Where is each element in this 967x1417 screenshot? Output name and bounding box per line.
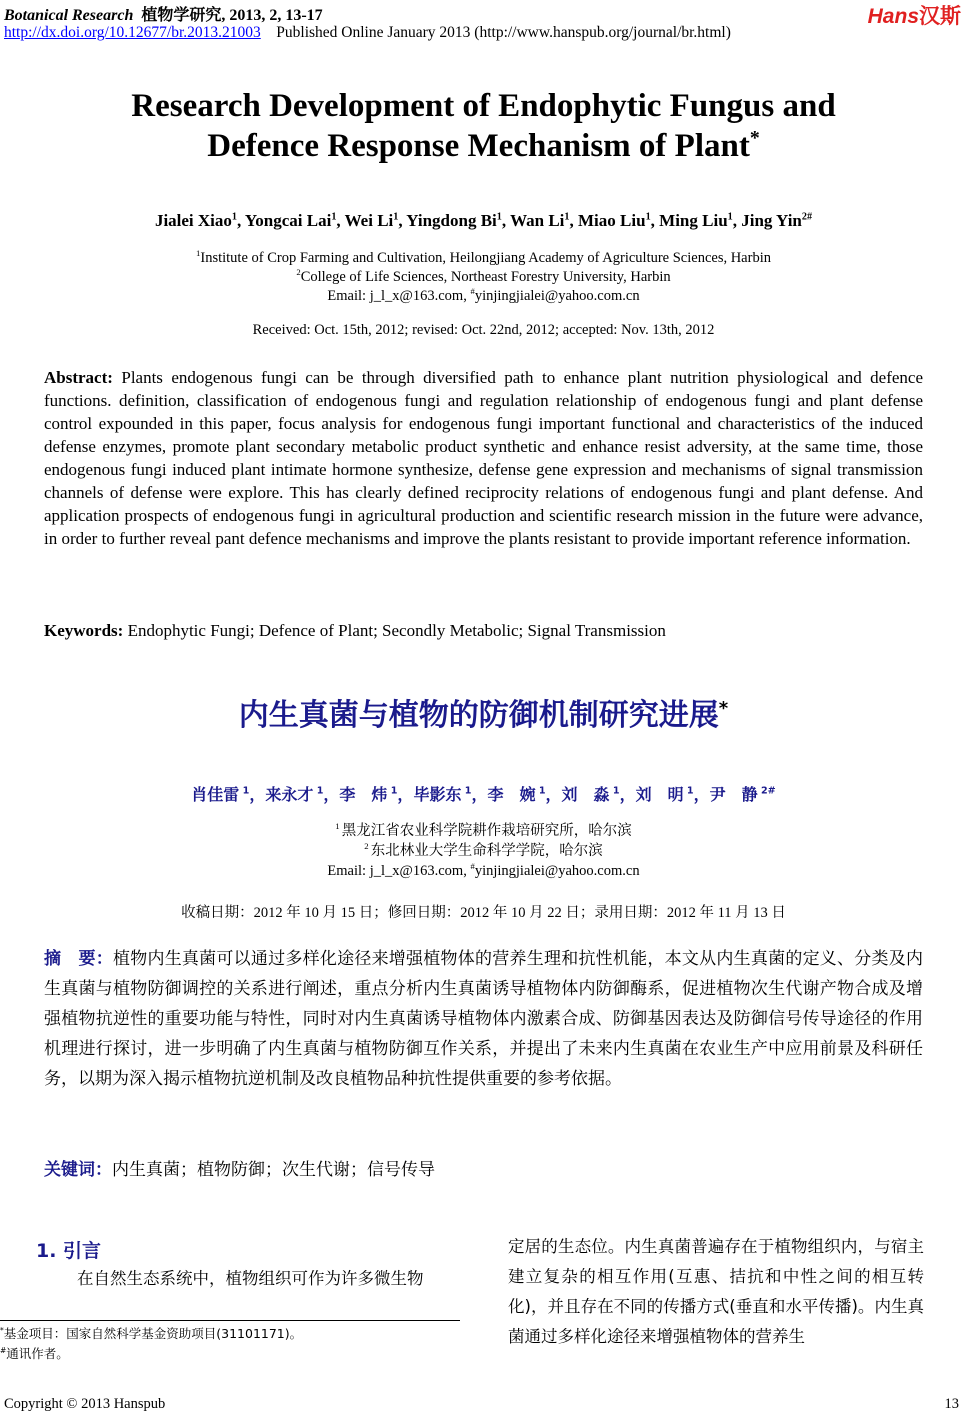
author-affiliation-mark: 1 [645, 211, 651, 223]
left-column-text: 在自然生态系统中，植物组织可作为许多微生物 [77, 1269, 424, 1288]
journal-header [4, 2, 323, 25]
author-affiliation-mark: 1 [564, 211, 570, 223]
page-number: 13 [944, 1396, 959, 1412]
footnote-divider [0, 1320, 460, 1321]
section-heading-introduction: 1. 引言 [36, 1240, 102, 1262]
author: Ming Liu [659, 211, 728, 230]
author-affiliation-mark: 2# [757, 785, 776, 797]
keywords: Keywords: Endophytic Fungi; Defence of Plant; Secondly Metabolic; Signal Transmission [44, 621, 666, 640]
affiliation-2: College of Life Sciences, Northeast Forestry University, Harbin [300, 269, 671, 285]
author-affiliation-mark: 1 [387, 785, 398, 797]
copyright: Copyright © 2013 Hanspub [4, 1396, 166, 1412]
author: 李 婉 [487, 785, 536, 804]
author: 肖佳雷 [191, 785, 240, 804]
right-column-text: 定居的生态位。内生真菌普遍存在于植物组织内，与宿主建立复杂的相互作用(互惠、拮抗和中性之间的相互转化)，并且存在不同的传播方式(垂直和水平传播)。内生真菌通过多样化途径来增强植物体的营养生 [508, 1237, 924, 1346]
author: 尹 静 [709, 785, 758, 804]
hans-logo: Hans汉斯 [867, 5, 961, 28]
journal-name: Botanical Research [4, 7, 134, 24]
author: Yingdong Bi [406, 211, 497, 230]
author-affiliation-mark: 1 [535, 785, 546, 797]
doi-line [4, 24, 731, 42]
received-dates: Received: Oct. 15th, 2012; revised: Oct. 22nd, 2012; accepted: Nov. 13th, 2012 [252, 322, 715, 338]
author: Wei Li [344, 211, 394, 230]
author-affiliation-mark: 2# [801, 211, 813, 223]
author-affiliation-mark: 1 [609, 785, 620, 797]
affiliations: $^1$Institute of Crop Farming and Cultivation, Heilongjiang Academy of Agriculture Sciences, Harbin $^2$College of Life Sciences, Northeast Forestry University, Harbin Email: j_l_x@163.com, #yinjingjialei@yahoo.com.cn [0, 249, 967, 306]
author-affiliation-mark: 1 [231, 211, 237, 223]
published-note: Published Online January 2013 (http://www.hanspub.org/journal/br.html) [276, 24, 731, 41]
author-affiliation-mark: 1 [727, 211, 733, 223]
chinese-author-list: 肖佳雷 $^1$，来永才 $^1$，李 炜 $^1$，毕影东 $^1$，李 婉 $^1$，刘 淼 $^1$，刘 明 $^1$，尹 静 $^{2\#}$ [191, 785, 776, 804]
author: Jing Yin [741, 211, 802, 230]
author-affiliation-mark: 1 [313, 785, 324, 797]
author: Yongcai Lai [244, 211, 332, 230]
chinese-keywords: 关键词：内生真菌；植物防御；次生代谢；信号传导 [44, 1160, 435, 1180]
doi-link[interactable]: http://dx.doi.org/10.12677/br.2013.21003 [4, 24, 261, 41]
footnote-corresponding: #通讯作者。 [0, 1345, 69, 1361]
chinese-affiliations: $^1$ 黑龙江省农业科学院耕作栽培研究所，哈尔滨 $^2$ 东北林业大学生命科学学院，哈尔滨 Email: j_l_x@163.com, #yinjingjialei@yahoo.com.cn [0, 821, 967, 881]
author-affiliation-mark: 1 [239, 785, 250, 797]
chinese-email: Email: j_l_x@163.com, #yinjingjialei@yahoo.com.cn [327, 861, 640, 879]
affiliation-1: Institute of Crop Farming and Cultivation, Heilongjiang Academy of Agriculture Sciences, Harbin [200, 250, 771, 266]
chinese-title: 内生真菌与植物的防御机制研究进展* [238, 698, 729, 733]
footnotes [0, 1324, 302, 1364]
author-affiliation-mark: 1 [393, 211, 399, 223]
author-affiliation-mark: 1 [496, 211, 502, 223]
author: 毕影东 [413, 785, 462, 804]
author-affiliation-mark: 1 [683, 785, 694, 797]
chinese-abstract: 摘 要：植物内生真菌可以通过多样化途径来增强植物体的营养生理和抗性机能，本文从内生真菌的定义、分类及内生真菌与植物防御调控的关系进行阐述，重点分析内生真菌诱导植物体内防御酶系，促进植物次生代谢产物合成及增强植物抗逆性的重要功能与特性，同时对内生真菌诱导植物体内激素合成、防御基因表达及防御信号传导途径的作用机理进行探讨，进一步明确了内生真菌与植物防御互作关系，并提出了未来内生真菌在农业生产中应用前景及科研任务，以期为深入揭示植物抗逆机制及改良植物品种抗性提供重要的参考依据。 [44, 949, 924, 1089]
chinese-affiliation-2: 东北林业大学生命科学学院，哈尔滨 [370, 843, 603, 859]
abstract: Abstract: Plants endogenous fungi can be through diversified path to enhance plant nutrition physiological and defence functions. definition, classification of endogenous fungi and regulation relationship of endogenous fungi and plant defense control expounded in this paper, focus analysis for endogenous fungi important functional and characteristics of the induced defense enzymes, promote plant secondary metabolic product synthetic and enhance resist adversity, at the same time, those endogenous fungi induced plant intimate hormone synthesize, defense gene expression and mechanisms of signal transmission channels of defense were explore. This has clearly defined reciprocity relations of endogenous fungi and plant defense. And application prospects of endogenous fungi in agricultural production and scientific research mission in the future were advance, in order to further reveal pant defence mechanisms and improve the plants resistant to provide important reference information. [44, 368, 924, 548]
footnote-fund: *基金项目：国家自然科学基金资助项目(31101171)。 [0, 1325, 303, 1341]
author-list: Jialei Xiao$^1$, Yongcai Lai$^1$, Wei Li$^1$, Yingdong Bi$^1$, Wan Li$^1$, Miao Liu$^1$, Ming Liu$^1$, Jing Yin$^{2\#}$ [154, 211, 813, 230]
author: Miao Liu [578, 211, 646, 230]
author-affiliation-mark: 1 [331, 211, 337, 223]
chinese-affiliation-1: 黑龙江省农业科学院耕作栽培研究所，哈尔滨 [341, 823, 632, 839]
author: Jialei Xiao [154, 211, 232, 230]
author: 刘 明 [635, 785, 684, 804]
author: 来永才 [265, 785, 314, 804]
chinese-received-dates: 收稿日期：2012 年 10 月 15 日；修回日期：2012 年 10 月 22 日；录用日期：2012 年 11 月 13 日 [181, 905, 786, 921]
author-affiliation-mark: 1 [461, 785, 472, 797]
author: 李 炜 [339, 785, 388, 804]
paper-title: Research Development of Endophytic Fungus and Defence Response Mechanism of Plant* [131, 88, 836, 164]
journal-citation: 植物学研究, 2013, 2, 13-17 [141, 7, 323, 24]
author: Wan Li [510, 211, 565, 230]
email: Email: j_l_x@163.com, #yinjingjialei@yahoo.com.cn [327, 286, 640, 304]
author: 刘 淼 [561, 785, 610, 804]
